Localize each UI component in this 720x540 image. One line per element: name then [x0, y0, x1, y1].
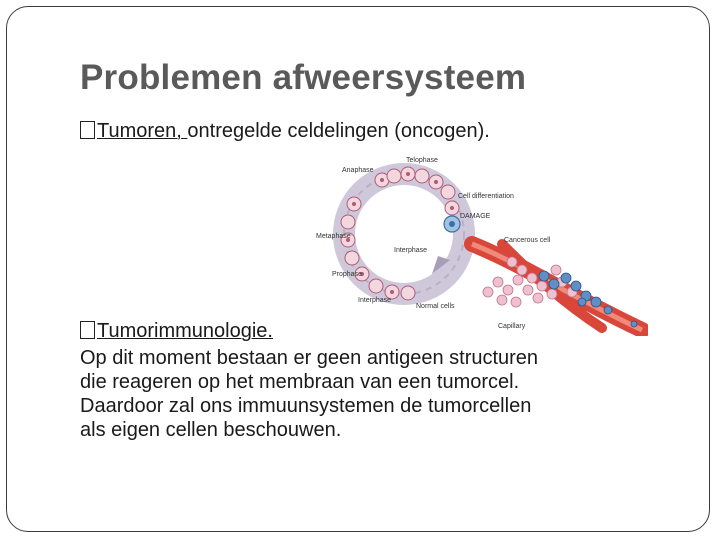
label-metaphase: Metaphase — [316, 233, 351, 240]
label-capillary: Capillary — [498, 323, 526, 330]
bullet-box-icon — [80, 121, 95, 139]
cell-cycle-illustration — [312, 152, 648, 336]
body-line-2: die reageren op het membraan van een tumorcel. — [80, 371, 520, 393]
bullet-tumoren — [80, 120, 490, 143]
body-line-4: als eigen cellen beschouwen. — [80, 419, 342, 441]
label-cancerous: Cancerous cell — [504, 237, 551, 244]
label-interphase-center: Interphase — [394, 247, 428, 254]
bullet-tumorimmunologie-text: Tumorimmunologie. — [97, 320, 273, 342]
label-prophase: Prophase — [332, 271, 362, 278]
label-interphase-bottom: Interphase — [358, 297, 392, 304]
bullet-tumoren-rest: ontregelde celdelingen (oncogen). — [187, 120, 490, 142]
bullet-box-icon — [80, 321, 95, 339]
bullet-tumoren-underlined: Tumoren, — [97, 120, 188, 142]
body-line-1: Op dit moment bestaan er geen antigeen structuren — [80, 347, 539, 369]
body-paragraph — [80, 346, 700, 442]
label-anaphase: Anaphase — [342, 167, 374, 174]
label-normal: Normal cells — [416, 303, 455, 310]
label-cell-diff: Cell differentiation — [458, 193, 514, 200]
slide-title: Problemen afweersysteem — [80, 58, 527, 97]
label-damage: DAMAGE — [460, 213, 491, 220]
bullet-tumorimmunologie — [80, 320, 273, 343]
label-telophase: Telophase — [406, 157, 438, 164]
body-line-3: Daardoor zal ons immuunsystemen de tumorcellen — [80, 395, 532, 417]
